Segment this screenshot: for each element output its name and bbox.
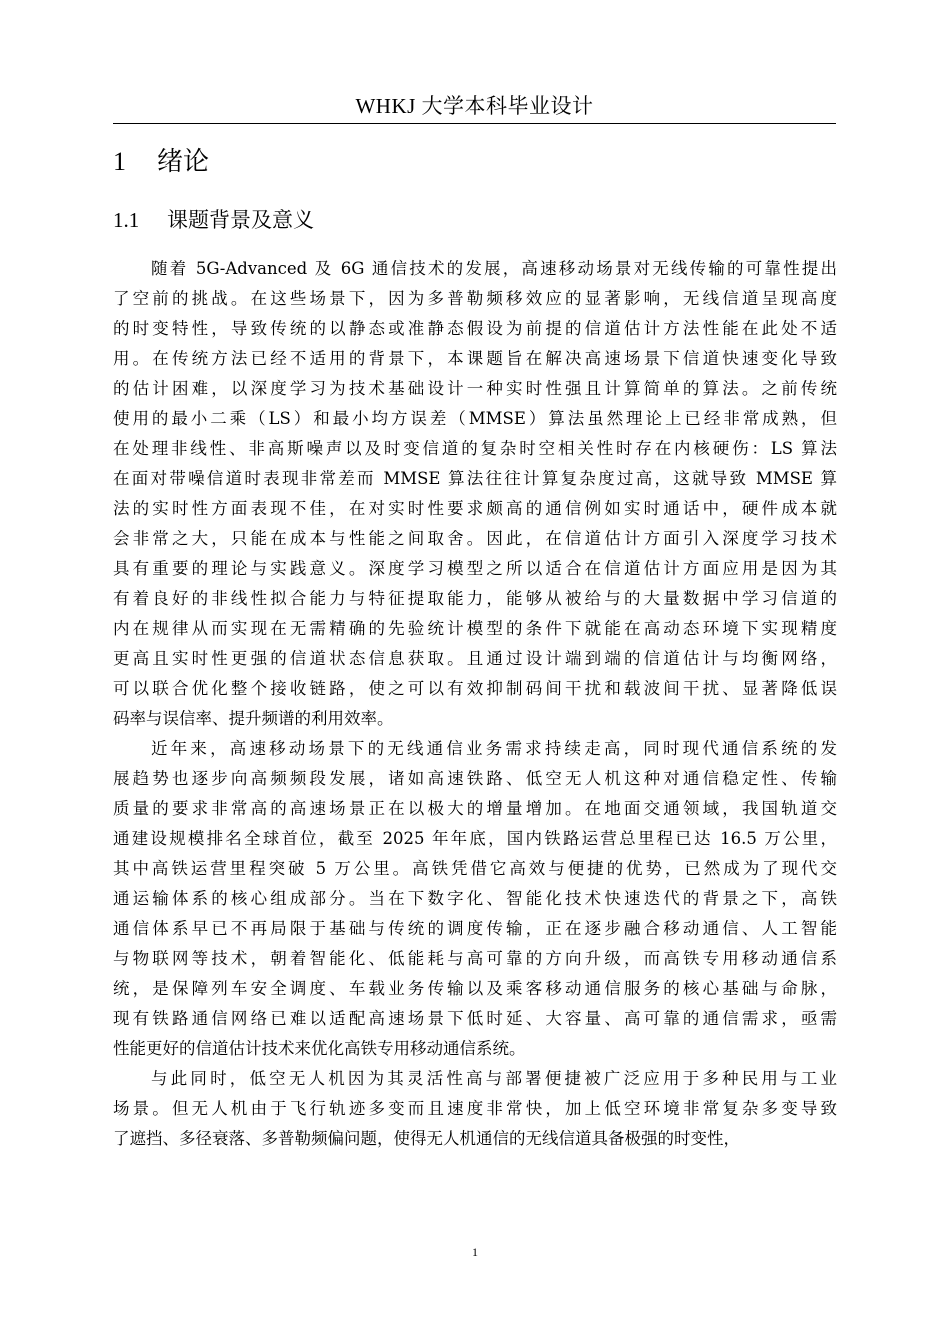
paragraph-line: 随着 5G-Advanced 及 6G 通信技术的发展，高速移动场景对无线传输的可靠性提出: [151, 259, 837, 278]
chapter-title: 绪论: [157, 147, 210, 177]
paragraph-line: 与物联网等技术，朝着智能化、低能耗与高可靠的方向升级，而高铁专用移动通信系: [113, 949, 837, 968]
paragraph-line: 现有铁路通信网络已难以适配高速场景下低时延、大容量、高可靠的通信需求，亟需: [113, 1009, 837, 1028]
paragraph-line: 了遮挡、多径衰落、多普勒频偏问题，使得无人机通信的无线信道具备极强的时变性，: [113, 1129, 740, 1148]
paragraph-line: 在面对带噪信道时表现非常差而 MMSE 算法往往计算复杂度过高，这就导致 MMSE 算: [113, 469, 837, 488]
paragraph-line: 的估计困难，以深度学习为技术基础设计一种实时性强且计算简单的算法。之前传统: [113, 379, 837, 398]
paragraph-line: 近年来，高速移动场景下的无线通信业务需求持续走高，同时现代通信系统的发: [151, 739, 837, 758]
paragraph: [113, 1064, 837, 1154]
paragraph-line: 有着良好的非线性拟合能力与特征提取能力，能够从被给与的大量数据中学习信道的: [113, 589, 837, 608]
paragraph-line: 质量的要求非常高的高速场景正在以极大的增量增加。在地面交通领域，我国轨道交: [113, 799, 837, 818]
paragraph-line: 用。在传统方法已经不适用的背景下，本课题旨在解决高速场景下信道快速变化导致: [113, 349, 837, 368]
paragraph-line: 使用的最小二乘（LS）和最小均方误差（MMSE）算法虽然理论上已经非常成熟，但: [113, 409, 837, 428]
paragraph: [113, 734, 837, 1064]
section-title: 课题背景及意义: [167, 208, 314, 232]
paragraph-line: 码率与误信率、提升频谱的利用效率。: [113, 709, 394, 728]
chapter-number: 1: [113, 147, 126, 176]
paragraph-line: 其中高铁运营里程突破 5 万公里。高铁凭借它高效与便捷的优势，已然成为了现代交: [113, 859, 837, 878]
paragraph-line: 展趋势也逐步向高频频段发展，诸如高速铁路、低空无人机这种对通信稳定性、传输: [113, 769, 837, 788]
running-header: WHKJ 大学本科毕业设计: [355, 94, 594, 118]
page-number: 1: [472, 1245, 478, 1259]
paragraph-line: 可以联合优化整个接收链路，使之可以有效抑制码间干扰和载波间干扰、显著降低误: [113, 679, 837, 698]
section-heading: [113, 205, 314, 235]
paragraph-line: 法的实时性方面表现不佳，在对实时性要求颇高的通信例如实时通话中，硬件成本就: [113, 499, 837, 518]
paragraph-line: 统，是保障列车安全调度、车载业务传输以及乘客移动通信服务的核心基础与命脉，: [113, 979, 837, 998]
paragraph-line: 通信体系早已不再局限于基础与传统的调度传输，正在逐步融合移动通信、人工智能: [113, 919, 837, 938]
paragraph-line: 具有重要的理论与实践意义。深度学习模型之所以适合在信道估计方面应用是因为其: [113, 559, 837, 578]
chapter-heading: [113, 145, 209, 179]
paragraph-line: 更高且实时性更强的信道状态信息获取。且通过设计端到端的信道估计与均衡网络，: [113, 649, 837, 668]
paragraph-line: 通运输体系的核心组成部分。当在下数字化、智能化技术快速迭代的背景之下，高铁: [113, 889, 837, 908]
paragraph-line: 内在规律从而实现在无需精确的先验统计模型的条件下就能在高动态环境下实现精度: [113, 619, 837, 638]
body-text: [113, 254, 837, 1154]
paragraph-line: 与此同时，低空无人机因为其灵活性高与部署便捷被广泛应用于多种民用与工业: [151, 1069, 837, 1088]
paragraph-line: 的时变特性，导致传统的以静态或准静态假设为前提的信道估计方法性能在此处不适: [113, 319, 837, 338]
paragraph-line: 在处理非线性、非高斯噪声以及时变信道的复杂时空相关性时存在内核硬伤：LS 算法: [113, 439, 837, 458]
paragraph-line: 通建设规模排名全球首位，截至 2025 年年底，国内铁路运营总里程已达 16.5 万公里，: [113, 829, 837, 848]
paragraph-line: 场景。但无人机由于飞行轨迹多变而且速度非常快，加上低空环境非常复杂多变导致: [113, 1099, 837, 1118]
paragraph-line: 会非常之大，只能在成本与性能之间取舍。因此，在信道估计方面引入深度学习技术: [113, 529, 837, 548]
header-rule: [113, 123, 836, 124]
paragraph: [113, 254, 837, 734]
section-number: 1.1: [113, 208, 140, 232]
paragraph-line: 了空前的挑战。在这些场景下，因为多普勒频移效应的显著影响，无线信道呈现高度: [113, 289, 837, 308]
paragraph-line: 性能更好的信道估计技术来优化高铁专用移动通信系统。: [113, 1039, 526, 1058]
